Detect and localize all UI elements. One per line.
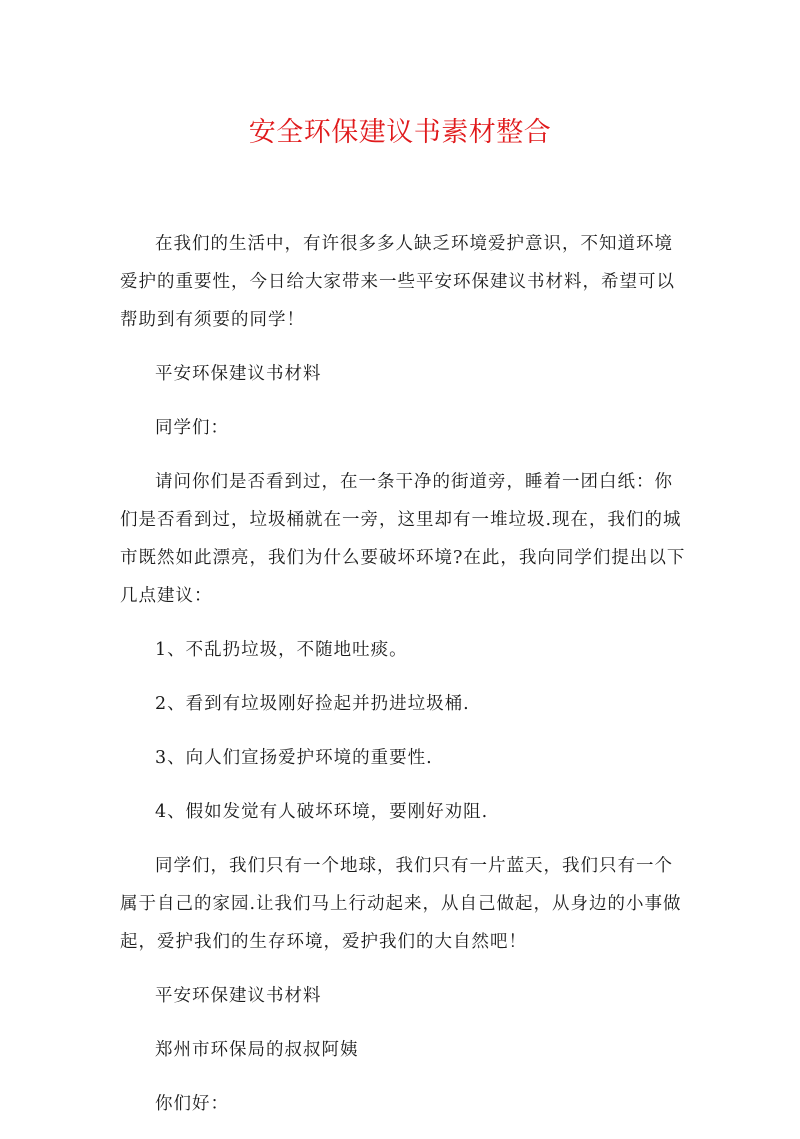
document-body <box>120 225 690 1139</box>
suggestion-item-2: 2、看到有垃圾刚好捡起并扔进垃圾桶. <box>155 694 470 714</box>
suggestion-item-1: 1、不乱扔垃圾，不随地吐痰。 <box>155 640 408 660</box>
intro-paragraph: 在我们的生活中，有许很多多人缺乏环境爱护意识，不知道环境爱护的重要性，今日给大家带来一些平安环保建议书材料，希望可以帮助到有须要的同学！ <box>120 234 675 330</box>
greeting-line: 你们好： <box>155 1094 229 1114</box>
suggestion-item-4: 4、假如发觉有人破坏环境，要刚好劝阻. <box>155 802 489 822</box>
suggestion-item-3: 3、向人们宣扬爱护环境的重要性. <box>155 748 433 768</box>
body-paragraph: 请问你们是否看到过，在一条干净的街道旁，睡着一团白纸：你们是否看到过，垃圾桶就在一旁，这里却有一堆垃圾.现在，我们的城市既然如此漂亮，我们为什么要破坏环境?在此，我向同学们提出以下几点建议： <box>120 472 686 606</box>
document-title: 安全环保建议书素材整合 <box>248 117 552 148</box>
closing-paragraph: 同学们，我们只有一个地球，我们只有一片蓝天，我们只有一个属于自己的家园.让我们马上行动起来，从自己做起，从身边的小事做起，爱护我们的生存环境，爱护我们的大自然吧！ <box>120 856 682 952</box>
recipient-line: 郑州市环保局的叔叔阿姨 <box>155 1040 359 1060</box>
section-heading-2: 平安环保建议书材料 <box>155 986 322 1006</box>
section-heading: 平安环保建议书材料 <box>155 364 322 384</box>
salutation: 同学们： <box>155 418 229 438</box>
